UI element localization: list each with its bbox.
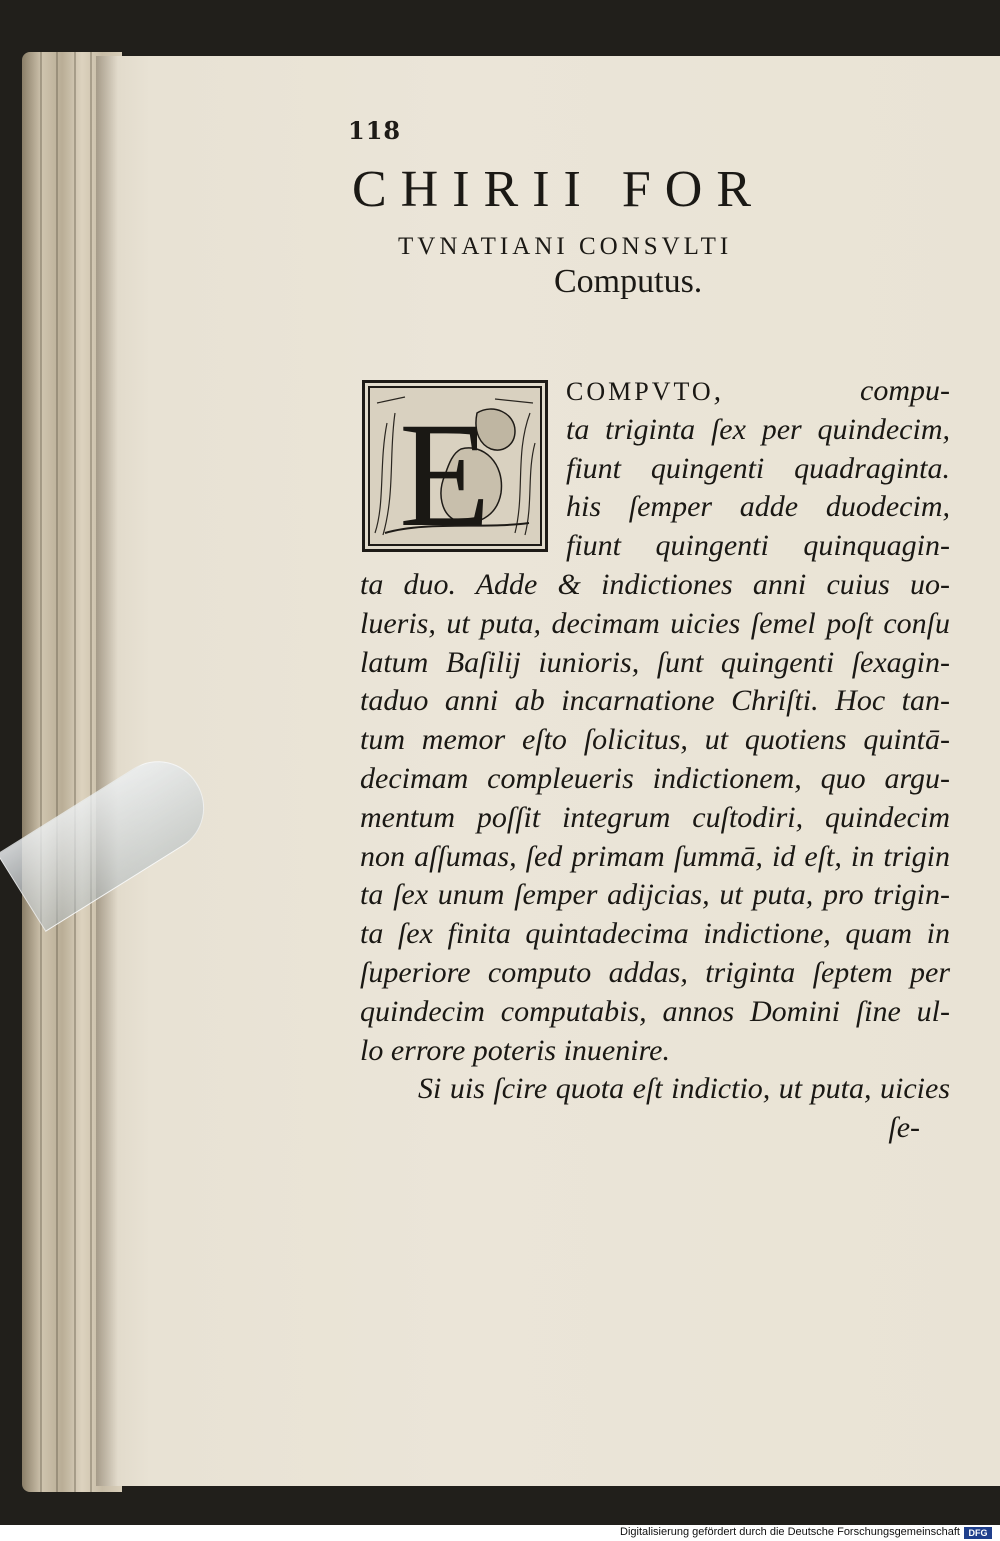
text-line: his ſemper adde duodecim, — [566, 490, 950, 524]
text-line: mentum poſſit integrum cuſtodiri, quindecim — [360, 800, 950, 834]
text-line — [360, 372, 950, 411]
dfg-logo: DFG — [964, 1527, 992, 1539]
text-line: taduo anni ab incarnatione Chriſti. Hoc tan- — [360, 684, 950, 718]
text-line: tum memor eſto ſolicitus, ut quotiens quintā- — [360, 723, 950, 757]
main-text — [360, 372, 950, 1148]
gutter-shadow — [96, 56, 118, 1486]
text-line: non aſſumas, ſed primam ſummā, id eſt, in trigin — [360, 839, 950, 873]
heading-line-3: Computus. — [554, 263, 703, 300]
text-line: ta ſex finita quintadecima indictione, quam in — [360, 917, 950, 951]
text-line: ta duo. Adde & indictiones anni cuius uo- — [360, 567, 950, 601]
text-line: lueris, ut puta, decimam uicies ſemel poſt conſu — [360, 606, 950, 640]
page-number: 118 — [348, 116, 402, 145]
text-line: decimam compleueris indictionem, quo argu- — [360, 761, 950, 795]
text-line: Si uis ſcire quota eſt indictio, ut puta, uicies — [418, 1072, 950, 1106]
drop-cap-letter: E — [399, 392, 491, 549]
footer-credit: Digitalisierung gefördert durch die Deutsche Forschungsgemeinschaft — [620, 1526, 960, 1538]
opening-rest: , compu- — [713, 374, 950, 407]
catchword: ſe- — [888, 1111, 920, 1145]
text-line: ta ſex unum ſemper adijcias, ut puta, pro trigin- — [360, 878, 950, 912]
text-line: ta triginta ſex per quindecim, — [566, 412, 950, 446]
text-line: quindecim computabis, annos Domini ſine ul- — [360, 994, 950, 1028]
heading-line-2: TVNATIANI CONSVLTI — [398, 233, 733, 260]
text-line: ſuperiore computo addas, triginta ſeptem per — [360, 955, 950, 989]
heading-line-1: CHIRII FOR — [352, 161, 766, 218]
text-line: latum Baſilij iunioris, ſunt quingenti ſexagin- — [360, 645, 950, 679]
text-line: fiunt quingenti quinquagin- — [566, 529, 950, 563]
text-line: fiunt quingenti quadraginta. — [566, 451, 950, 485]
text-line: lo errore poteris inuenire. — [360, 1033, 670, 1067]
opening-caps: COMPVTO — [566, 377, 714, 406]
